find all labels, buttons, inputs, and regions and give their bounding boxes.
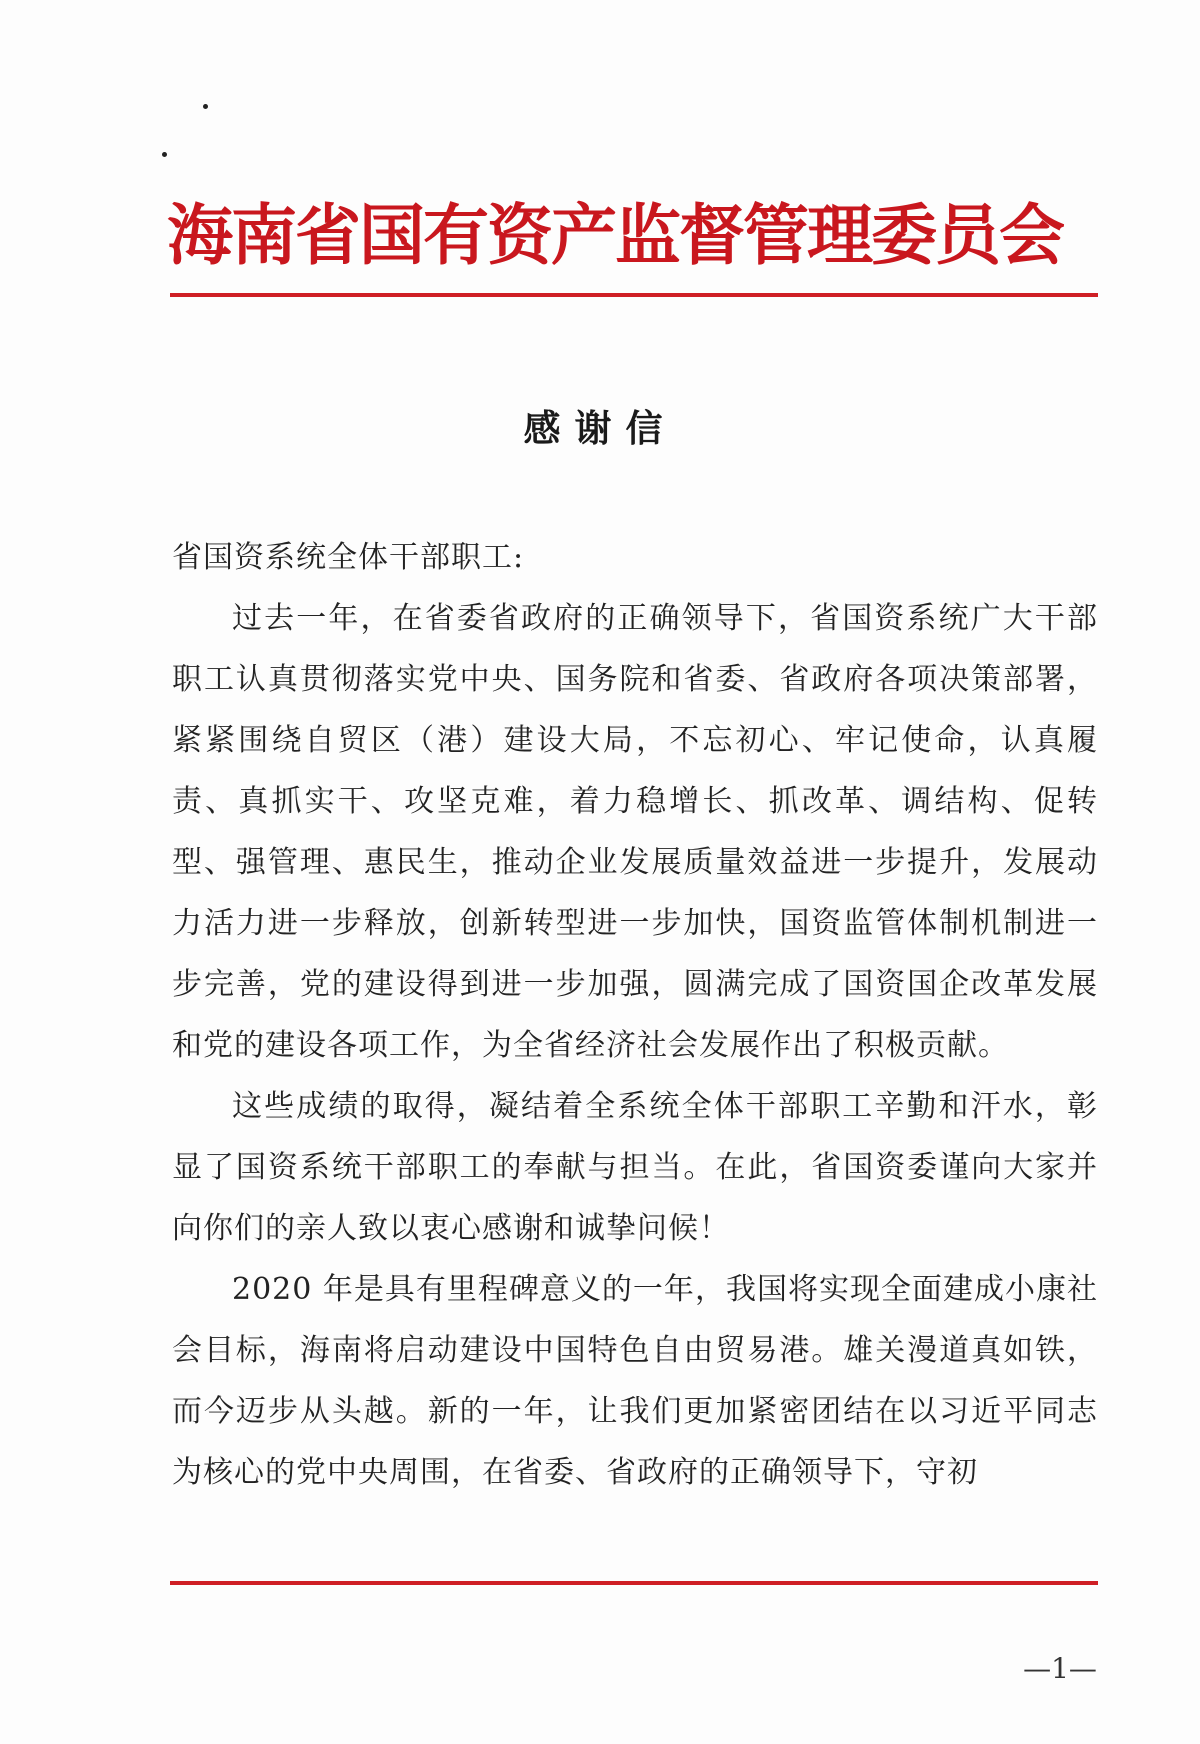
letter-salutation: 省国资系统全体干部职工: (172, 540, 525, 575)
scan-speck (162, 152, 167, 157)
letter-paragraph-2: 这些成绩的取得，凝结着全系统全体干部职工辛勤和汗水，彰显了国资系统干部职工的奉献与担当。在此，省国资委谨向大家并向你们的亲人致以衷心感谢和诚挚问候！ (172, 1089, 1098, 1246)
header-red-rule (170, 293, 1098, 297)
footer-red-rule (170, 1581, 1098, 1585)
scan-speck (203, 104, 208, 109)
letter-paragraph-1: 过去一年，在省委省政府的正确领导下，省国资系统广大干部职工认真贯彻落实党中央、国务院和省委、省政府各项决策部署，紧紧围绕自贸区（港）建设大局，不忘初心、牢记使命，认真履责、真抓实干、攻坚克难，着力稳增长、抓改革、调结构、促转型、强管理、惠民生，推动企业发展质量效益进一步提升，发展动力活力进一步释放，创新转型进一步加快，国资监管体制机制进一步完善，党的建设得到进一步加强，圆满完成了国资国企改革发展和党的建设各项工作，为全省经济社会发展作出了积极贡献。 (172, 601, 1098, 1063)
letter-paragraph-3: 2020 年是具有里程碑意义的一年，我国将实现全面建成小康社会目标，海南将启动建设中国特色自由贸易港。雄关漫道真如铁，而今迈步从头越。新的一年，让我们更加紧密团结在以习近平同志为核心的党中央周围，在省委、省政府的正确领导下，守初 (172, 1272, 1098, 1490)
organization-header: 海南省国有资产监督管理委员会 (167, 196, 1063, 274)
letter-title: 感谢信 (523, 407, 677, 450)
letter-body (172, 527, 1098, 1503)
page-number: —1— (1023, 1652, 1097, 1685)
